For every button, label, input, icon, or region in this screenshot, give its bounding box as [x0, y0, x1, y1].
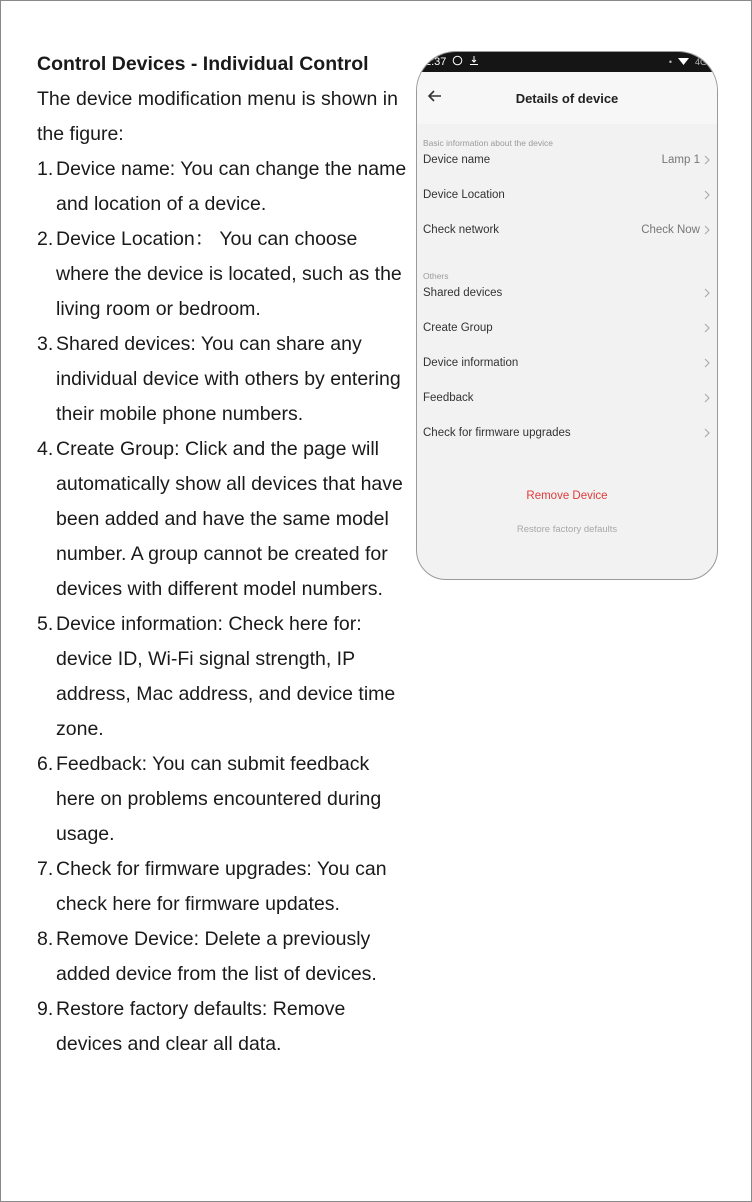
chevron-right-icon	[703, 323, 711, 333]
item-text: Create Group: Click and the page will automatically show all devices that have been added and have the same model number. A group cannot be created for devices with different model numbers.	[56, 438, 403, 600]
firmware-upgrade-row[interactable]	[417, 415, 717, 450]
chevron-right-icon	[703, 225, 711, 235]
status-bar	[417, 52, 717, 72]
check-network-row[interactable]	[417, 212, 717, 247]
create-group-row[interactable]	[417, 310, 717, 345]
item-text: Device information: Check here for: device ID, Wi-Fi signal strength, IP address, Mac address, and device time zone.	[56, 613, 396, 740]
status-time: 2:37	[425, 56, 447, 68]
row-label: Check for firmware upgrades	[423, 426, 571, 439]
row-label: Create Group	[423, 321, 493, 334]
chevron-right-icon	[703, 393, 711, 403]
remove-device-button[interactable]: Remove Device	[526, 490, 608, 502]
row-label: Device name	[423, 153, 491, 166]
chevron-right-icon	[703, 428, 711, 438]
device-information-row[interactable]	[417, 345, 717, 380]
item-number: 8.	[37, 928, 54, 950]
item-number: 5.	[37, 613, 54, 635]
list-item	[37, 747, 409, 852]
item-text: Remove Device: Delete a previously added device from the list of devices.	[56, 928, 377, 985]
back-arrow-icon[interactable]	[425, 86, 445, 106]
row-label: Check network	[423, 223, 500, 236]
row-value: Check Now	[641, 223, 700, 236]
list-item	[37, 432, 409, 607]
page-title: Details of device	[515, 90, 619, 106]
shared-devices-row[interactable]	[417, 275, 717, 310]
chevron-right-icon	[703, 358, 711, 368]
row-label: Device information	[423, 356, 519, 369]
item-text: Feedback: You can submit feedback here on problems encountered during usage.	[56, 753, 382, 845]
list-item	[37, 222, 409, 327]
wifi-icon	[678, 57, 689, 68]
whatsapp-icon	[452, 55, 463, 69]
list-item	[37, 152, 409, 222]
section-title: Control Devices - Individual Control	[37, 53, 369, 75]
phone-screenshot	[416, 51, 718, 580]
row-label: Shared devices	[423, 286, 503, 299]
item-number: 9.	[37, 998, 54, 1020]
item-number: 6.	[37, 753, 54, 775]
item-number: 3.	[37, 333, 54, 355]
list-item	[37, 327, 409, 432]
item-number: 2.	[37, 228, 54, 250]
list-item	[37, 992, 409, 1062]
instructions-column	[37, 47, 409, 1062]
app-header	[417, 72, 717, 124]
network-label: 4G	[694, 57, 707, 67]
list-item	[37, 852, 409, 922]
item-text: Device Location： You can choose where the device is located, such as the living room or bedroom.	[56, 228, 402, 320]
list-item	[37, 922, 409, 992]
download-speed-icon	[469, 55, 479, 69]
item-number: 4.	[37, 438, 54, 460]
chevron-right-icon	[703, 190, 711, 200]
row-label: Feedback	[423, 391, 474, 404]
dot-icon: •	[668, 57, 672, 67]
item-number: 1.	[37, 158, 54, 180]
chevron-right-icon	[703, 155, 711, 165]
chevron-right-icon	[703, 288, 711, 298]
item-text: Check for firmware upgrades: You can check here for firmware updates.	[56, 858, 387, 915]
item-number: 7.	[37, 858, 54, 880]
item-text: Shared devices: You can share any individual device with others by entering their mobile phone numbers.	[56, 333, 401, 425]
device-location-row[interactable]	[417, 177, 717, 212]
feedback-row[interactable]	[417, 380, 717, 415]
row-value: Lamp 1	[661, 153, 700, 166]
section-label-basic: Basic information about the device	[423, 138, 553, 148]
restore-factory-defaults-button[interactable]: Restore factory defaults	[516, 524, 618, 535]
instruction-list	[37, 152, 409, 1062]
intro-text: The device modification menu is shown in the figure:	[37, 88, 398, 145]
list-item	[37, 607, 409, 747]
item-text: Device name: You can change the name and location of a device.	[56, 158, 407, 215]
row-label: Device Location	[423, 188, 505, 201]
item-text: Restore factory defaults: Remove devices and clear all data.	[56, 998, 346, 1055]
section-label-others: Others	[423, 271, 449, 281]
